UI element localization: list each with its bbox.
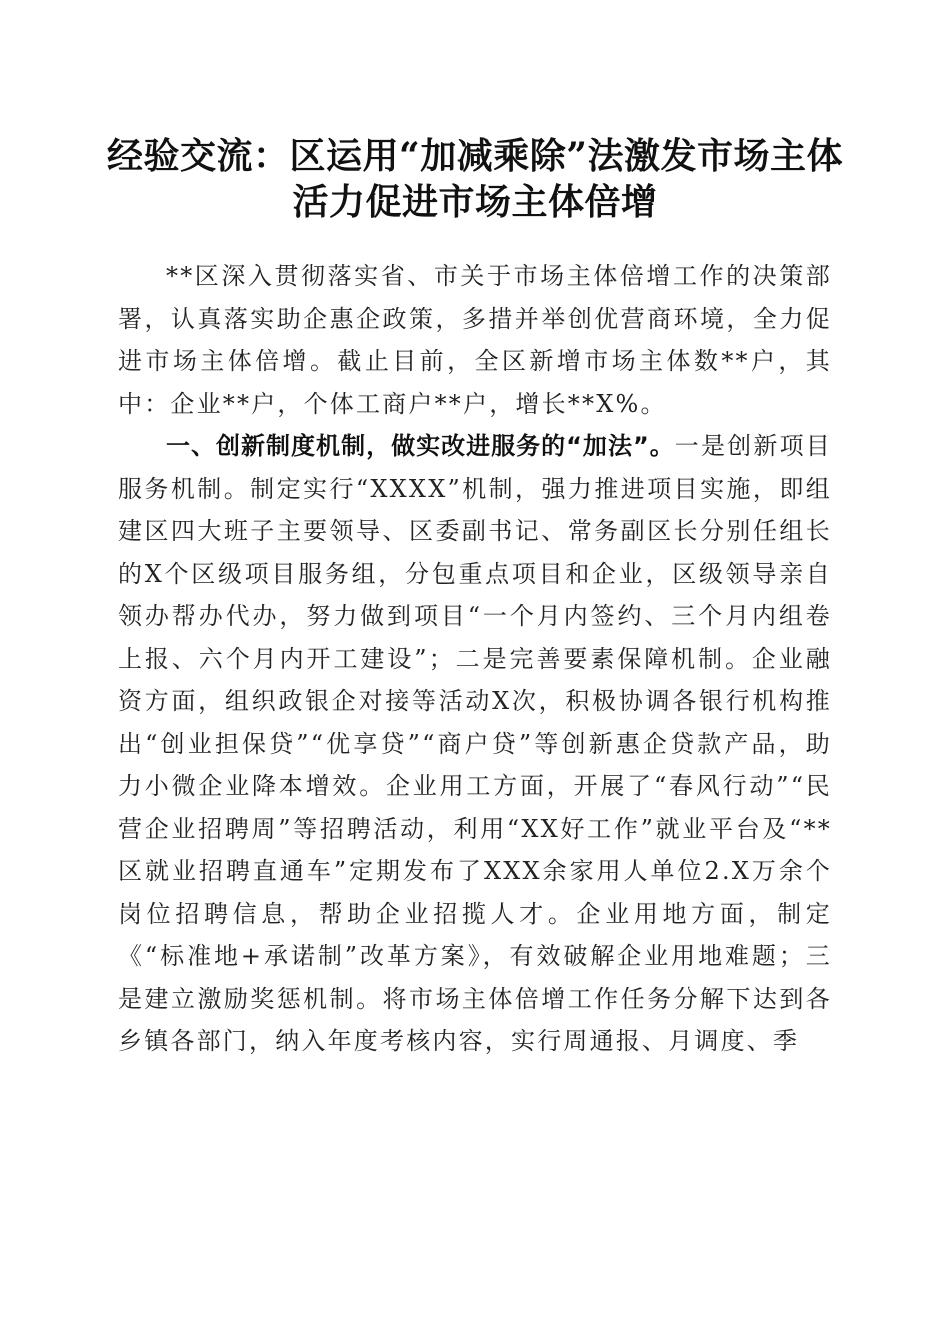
section-1-text: 一是创新项目服务机制。制定实行“XXXX”机制，强力推进项目实施，即组建区四大班子主要领导、区委副书记、常务副区长分别任组长的X个区级项目服务组，分包重点项目和企业，区级领导亲自领办帮办代办，努力做到项目“一个月内签约、三个月内组卷上报、六个月内开工建设”；二是完善要素保障机制。企业融资方面，组织政银企对接等活动X次，积极协调各银行机构推出“创业担保贷”“优享贷”“商户贷”等创新惠企贷款产品，助力小微企业降本增效。企业用工方面，开展了“春风行动”“民营企业招聘周”等招聘活动，利用“XX好工作”就业平台及“**区就业招聘直通车”定期发布了XXX余家用人单位2.X万余个岗位招聘信息，帮助企业招揽人才。企业用地方面，制定《“标准地+承诺制”改革方案》，有效破解企业用地难题；三是建立激励奖惩机制。将市场主体倍增工作任务分解下达到各乡镇各部门，纳入年度考核内容，实行周通报、月调度、季 [118,432,832,1055]
section-1-heading: 一、创新制度机制，做实改进服务的“加法”。 [166,432,675,460]
document-title: 经验交流：区运用“加减乘除”法激发市场主体活力促进市场主体倍增 [107,135,843,223]
section-1-paragraph [118,425,832,1063]
document-body [118,255,832,1063]
intro-paragraph: **区深入贯彻落实省、市关于市场主体倍增工作的决策部署，认真落实助企惠企政策，多措并举创优营商环境，全力促进市场主体倍增。截止目前，全区新增市场主体数**户，其中：企业**户，个体工商户**户，增长**X%。 [118,262,832,418]
